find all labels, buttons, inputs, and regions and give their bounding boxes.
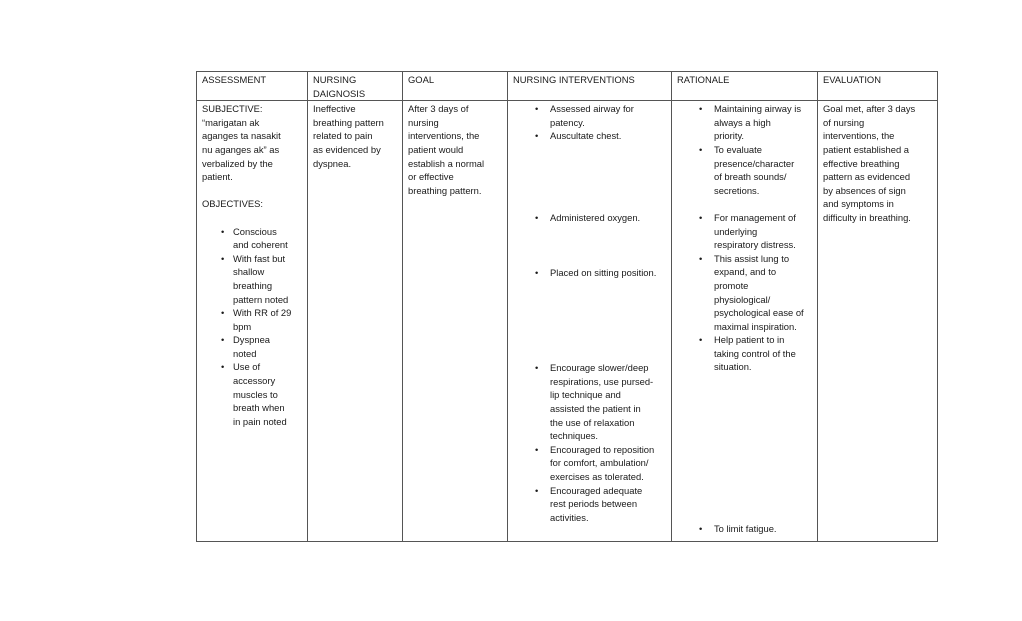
diagnosis-cell: Ineffective breathing pattern related to pain as evidenced by dyspnea. <box>308 101 403 542</box>
rationale-list <box>677 102 813 535</box>
objectives-list <box>202 225 303 429</box>
subjective-text: “marigatan ak aganges ta nasakit nu aganges ak” as verbalized by the patient. <box>202 116 281 183</box>
header-nursing-diagnosis: NURSING DAIGNOSIS <box>308 72 403 101</box>
intervention-item: • Auscultate chest. <box>513 129 667 143</box>
rationale-cell <box>672 101 818 542</box>
rationale-item: • Maintaining airway is always a high priority. <box>677 102 813 143</box>
intervention-item: • Administered oxygen. <box>513 211 667 225</box>
header-rationale: RATIONALE <box>672 72 818 101</box>
header-row <box>197 72 938 101</box>
rationale-item: • This assist lung to expand, and to promote physiological/ psychological ease of maximal inspiration. <box>677 252 813 334</box>
objective-item: • Dyspnea noted <box>202 333 303 360</box>
rationale-item: • Help patient to in taking control of the situation. <box>677 333 813 374</box>
rationale-item: • To evaluate presence/character of breath sounds/ secretions. <box>677 143 813 197</box>
interventions-cell <box>508 101 672 542</box>
objectives-label: OBJECTIVES: <box>202 198 263 210</box>
header-assessment: ASSESSMENT <box>197 72 308 101</box>
intervention-item: • Placed on sitting position. <box>513 266 667 280</box>
header-nursing-interventions: NURSING INTERVENTIONS <box>508 72 672 101</box>
intervention-item: • Encouraged adequate rest periods between activities. <box>513 484 667 525</box>
objective-item: • Use of accessory muscles to breath when in pain noted <box>202 360 303 428</box>
rationale-item: • To limit fatigue. <box>677 522 813 536</box>
objective-item: • With fast but shallow breathing pattern noted <box>202 252 303 306</box>
objective-item: • With RR of 29 bpm <box>202 306 303 333</box>
rationale-item: • For management of underlying respiratory distress. <box>677 211 813 252</box>
interventions-list <box>513 102 667 524</box>
intervention-item: • Encouraged to reposition for comfort, ambulation/ exercises as tolerated. <box>513 443 667 484</box>
nursing-care-plan-table <box>196 71 938 542</box>
goal-cell: After 3 days of nursing interventions, the patient would establish a normal or effective breathing pattern. <box>403 101 508 542</box>
intervention-item: • Encourage slower/deep respirations, use pursed- lip technique and assisted the patient in the use of relaxation techniques. <box>513 361 667 443</box>
assessment-cell <box>197 101 308 542</box>
objective-item: • Conscious and coherent <box>202 225 303 252</box>
subjective-label: SUBJECTIVE: <box>202 103 263 115</box>
header-goal: GOAL <box>403 72 508 101</box>
header-evaluation: EVALUATION <box>818 72 938 101</box>
care-plan-row <box>197 101 938 542</box>
intervention-item: • Assessed airway for patency. <box>513 102 667 129</box>
evaluation-cell: Goal met, after 3 days of nursing interventions, the patient established a effective breathing pattern as evidenced by absences of sign and symptoms in difficulty in breathing. <box>818 101 938 542</box>
